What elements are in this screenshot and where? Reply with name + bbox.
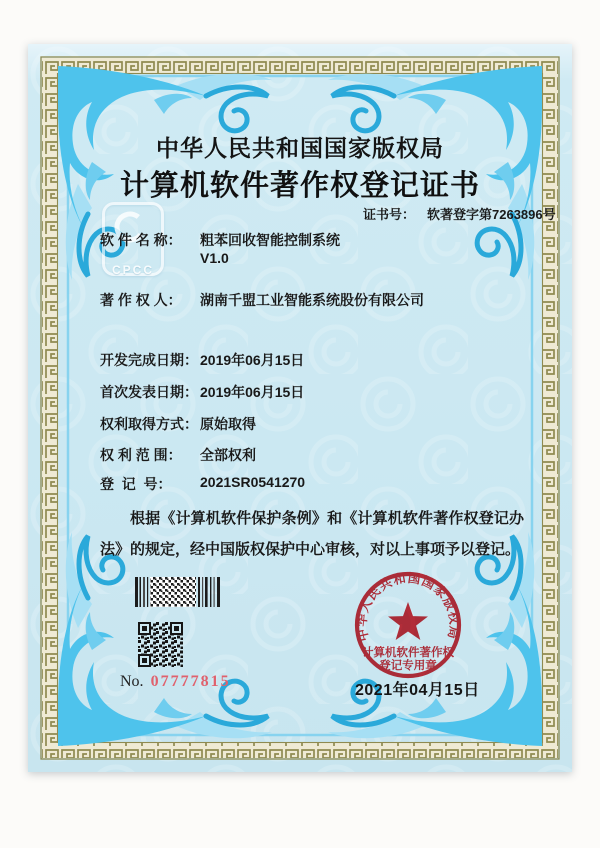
- registration-statement: 根据《计算机软件保护条例》和《计算机软件著作权登记办法》的规定，经中国版权保护中心审核，对以上事项予以登记。: [100, 510, 524, 558]
- field-registration-number: [100, 474, 542, 494]
- official-seal: [333, 550, 483, 700]
- field-label: 权利取得方式：: [100, 416, 198, 432]
- seal-ring-text: 中华人民共和国国家版权局: [354, 570, 462, 643]
- serial-number-row: [120, 673, 231, 691]
- issue-date: 2021年04月15日: [355, 682, 480, 699]
- certificate-title: 计算机软件著作权登记证书: [119, 170, 480, 202]
- field-dev-complete-date: [100, 350, 542, 370]
- seal-star-icon: [388, 602, 428, 640]
- seal-text-line1: 计算机软件著作权: [362, 647, 454, 659]
- field-first-publish-date: [100, 382, 542, 402]
- field-software-name: [100, 230, 542, 250]
- certificate-number-row: [363, 204, 556, 223]
- serial-label: No.: [120, 673, 144, 690]
- field-label: 首次发表日期：: [100, 384, 198, 400]
- field-right-acquisition: [100, 414, 542, 434]
- field-software-version: [100, 250, 542, 270]
- certificate-number-value: 软著登字第7263896号: [427, 207, 556, 222]
- field-value: 湖南千盟工业智能系统股份有限公司: [200, 292, 424, 308]
- seal-text-line2: 登记专用章: [379, 660, 437, 672]
- field-value: 原始取得: [200, 416, 256, 432]
- field-value: 全部权利: [200, 447, 256, 463]
- field-right-scope: [100, 445, 542, 465]
- field-value: 2019年06月15日: [200, 384, 305, 400]
- field-value: 2021SR0541270: [200, 474, 306, 490]
- issuing-authority: 中华人民共和国国家版权局: [156, 135, 444, 161]
- field-label: 著 作 权 人：: [100, 292, 182, 308]
- field-value: 粗苯回收智能控制系统: [200, 232, 340, 248]
- cpcc-label: CPCC: [111, 263, 154, 277]
- field-label: 软 件 名 称：: [100, 232, 182, 248]
- certificate-number-label: 证书号：: [363, 207, 416, 222]
- qr-code: [138, 622, 183, 667]
- field-value: 2019年06月15日: [200, 352, 305, 368]
- certificate-paper: [28, 44, 572, 772]
- barcode: [135, 577, 221, 607]
- field-label: 权 利 范 围：: [100, 447, 182, 463]
- field-label: 开发完成日期：: [100, 352, 198, 368]
- certificate-content: [28, 44, 572, 772]
- field-value: V1.0: [200, 250, 229, 266]
- serial-number: 07777815: [150, 673, 231, 690]
- field-copyright-owner: [100, 290, 542, 310]
- field-label: 登 记 号：: [100, 476, 172, 492]
